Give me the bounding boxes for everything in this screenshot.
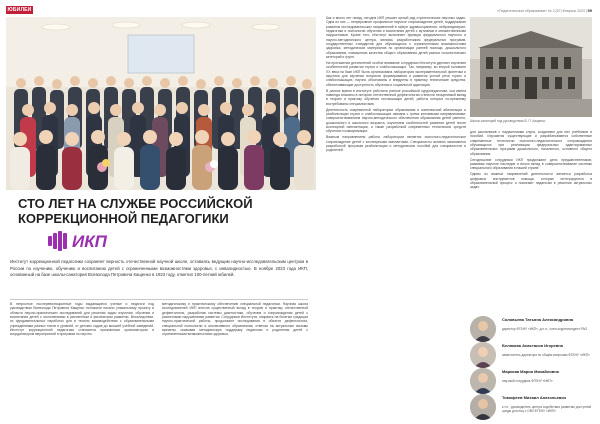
article-lead: Институт коррекционной педагогики сохраняет верность отечественной научной школе, оставаясь ведущим научно-исследовательским центром в России по изучению, обучению и воспитанию детей с ограниченными возможностями здоровья, с инвалидностью. В ноябре 2023 года ИКП, основанный на базе школы-санатория Всеволода Петровича Кащенко в 1923 году, отметил 100-летний юбилей. [10, 259, 308, 278]
body-paragraph: В непростые послереволюционные годы выдающиеся ученые и педагоги под руководством Всеволода Петровича Кащенко положили начало уникальному проекту в области научно-практических исследований для решения задач изучения, обучения и воспитания детей с отклонениями в умственном и физическом развитии. Впоследствии, из фундаментальных наработок для в тесном взаимодействии с образовательными учреждениями разных типов и уровней, от детских садов до высшей учебной заведений. Институт коррекционной педагогики становится признанным организатором и координатором мероприятий и программ по научно- [10, 302, 154, 337]
avatar-portrait [470, 368, 496, 394]
body-paragraph: Важным направлением работы лаборатории является психолого-педагогическое сопровождение детей с кохлеарными имплантами. Специалисты активно занимаются разработкой программ реабилитации и методических пособий для специалистов и родителей. [326, 135, 466, 153]
ikp-logo-mark [48, 231, 136, 251]
author-avatar [470, 368, 496, 394]
ikp-logo [48, 231, 136, 251]
author-name: Соловьева Татьяна Александровна [502, 317, 574, 322]
author-role: научный сотрудник ФГБНУ «ИКП» [502, 379, 553, 383]
running-head-text: «Педагогическое образование» № 2 (67) Февраль 2023 | [497, 9, 588, 13]
body-paragraph: Одним из важных направлений деятельности является разработка цифровых инструментов помощи, которые интегрируются в образовательный процесс и помогают педагогам в решении актуальных задач. [470, 172, 592, 190]
author-name: Белякова Анастасия Игоревна [502, 343, 563, 348]
archive-caption: Школа-санаторий под руководством В. П. Кащенко [470, 119, 546, 123]
body-paragraph: методическому и практическому обеспечению специальной педагогики. Научная школа исследователей ИКП внесла существенный вклад в теорию и практику отечественной дефектологии, разработав системы диагностики, обучения и сопровождения детей с различными нарушениями развития. Сотрудники Института, опираясь на богатые традиции научно-практической работы, продолжают исследования в области дефектологии, специальной психологии и инклюзивного образования, отвечая на актуальные вызовы времени, оказывая методическую поддержку педагогам и родителям детей с ограниченными возможностями здоровья. [162, 302, 308, 337]
body-column-3 [326, 16, 466, 154]
body-column-2 [162, 302, 308, 338]
author-avatar [470, 342, 496, 368]
group-photo [6, 17, 316, 190]
author-card [470, 394, 592, 420]
avatar-portrait [470, 316, 496, 342]
author-avatar [470, 316, 496, 342]
article-headline: СТО ЛЕТ НА СЛУЖБЕ РОССИЙСКОЙ КОРРЕКЦИОННОЙ ПЕДАГОГИКИ [18, 196, 253, 226]
body-column-1 [10, 302, 154, 338]
author-role: заместитель директора по общим вопросам ФГБНУ «ИКП» [502, 353, 590, 357]
author-avatar [470, 394, 496, 420]
page-number: 59 [587, 8, 592, 13]
body-column-4 [470, 130, 592, 191]
lead-divider [10, 299, 308, 300]
author-list [470, 316, 592, 420]
avatar-portrait [470, 342, 496, 368]
author-name: Маркова Мария Михайловна [502, 369, 559, 374]
body-paragraph: Сегодняшние сотрудники ИКП продолжают дело предшественников, развивая научное наследие и внося вклад в совершенствование системы специального образования в нашей стране. [470, 157, 592, 171]
body-paragraph: Как и много лет назад, сегодня ИКП решает целый ряд стратегических научных задач. Одна из них — непрерывное профильное научное сопровождение детей, поддержание развития исследовательских направлений в сфере здравоохранения, нейропедиатрии, педагогики и психологии обучения и воспитания детей с аутизмом и множественными нарушениями. Кроме того, Институт выполняет функции федерального научного и научно-методического центра, являясь разработчиком федеральных программ, государственных стандартов для обучающихся с ограниченными возможностями здоровья, методических материалов по организации ранней помощи, дошкольного образования, повышению качества общего образования детей разных нозологических категорий и групп. [326, 16, 466, 60]
author-card [470, 368, 592, 394]
avatar-portrait [470, 394, 496, 420]
archive-photo [470, 17, 592, 117]
body-paragraph: На протяжении десятилетий особое внимание сотрудники Института уделяют изучению особенностей развития глухих и слабослышащих. Так, например, во второй половине XX века на базе ИКП была организована лаборатория экспериментальной фонетики и акустики для изучения вопросов формирования и развития устной речи глухих и слабослышащих, научно обоснованы и внедрены в практику технические средства, обеспечивающие доступность обучения и социальной адаптации. [326, 61, 466, 87]
body-paragraph: для школьников с нарушениями слуха, созданием для них учебников и пособий. Изучаются существующие и разрабатываются собственные современные технологии психолого-педагогического сопровождения обучающихся при реализации федеральных адаптированных образовательных программ дошкольного, начального, основного общего образования. [470, 130, 592, 156]
author-role: директор ФГБНУ «ИКП», д.п.н., член-корреспондент РАО [502, 327, 588, 331]
body-paragraph: В разное время в институте работали ученые российской сурдопедагогики, чьи имена навсегда вписаны в историю отечественной дефектологии и внесли неоценимый вклад в теорию и практику обучения неслышащих детей, работы которых по-прежнему востребованы специалистами. [326, 88, 466, 106]
rubric-label: ЮБИЛЕИ [7, 7, 32, 13]
author-name: Тимофеев Михаил Анатольевич [502, 395, 567, 400]
author-role: к.т.н., руководитель центра содействия развитию доступной среды для лиц с ОВЗ ФГБНУ «ИКП» [502, 405, 592, 413]
archive-building-illustration [470, 17, 592, 117]
running-head [428, 8, 592, 13]
author-card [470, 316, 592, 342]
group-photo-illustration [6, 17, 316, 190]
body-paragraph: Деятельность современной лаборатории образования и комплексной абилитации и реабилитации глухих и слабослышащих связана с тремя ключевыми направлениями: совершенствованием научно-методического обеспечения образования детей раннего, дошкольного и школьного возраста, изучением особенностей развития детей после кохлеарной имплантации, а также разработкой современных технических средств обучения и коммуникации. [326, 107, 466, 134]
logo-wordmark: ИКП [72, 232, 107, 251]
author-card [470, 342, 592, 368]
